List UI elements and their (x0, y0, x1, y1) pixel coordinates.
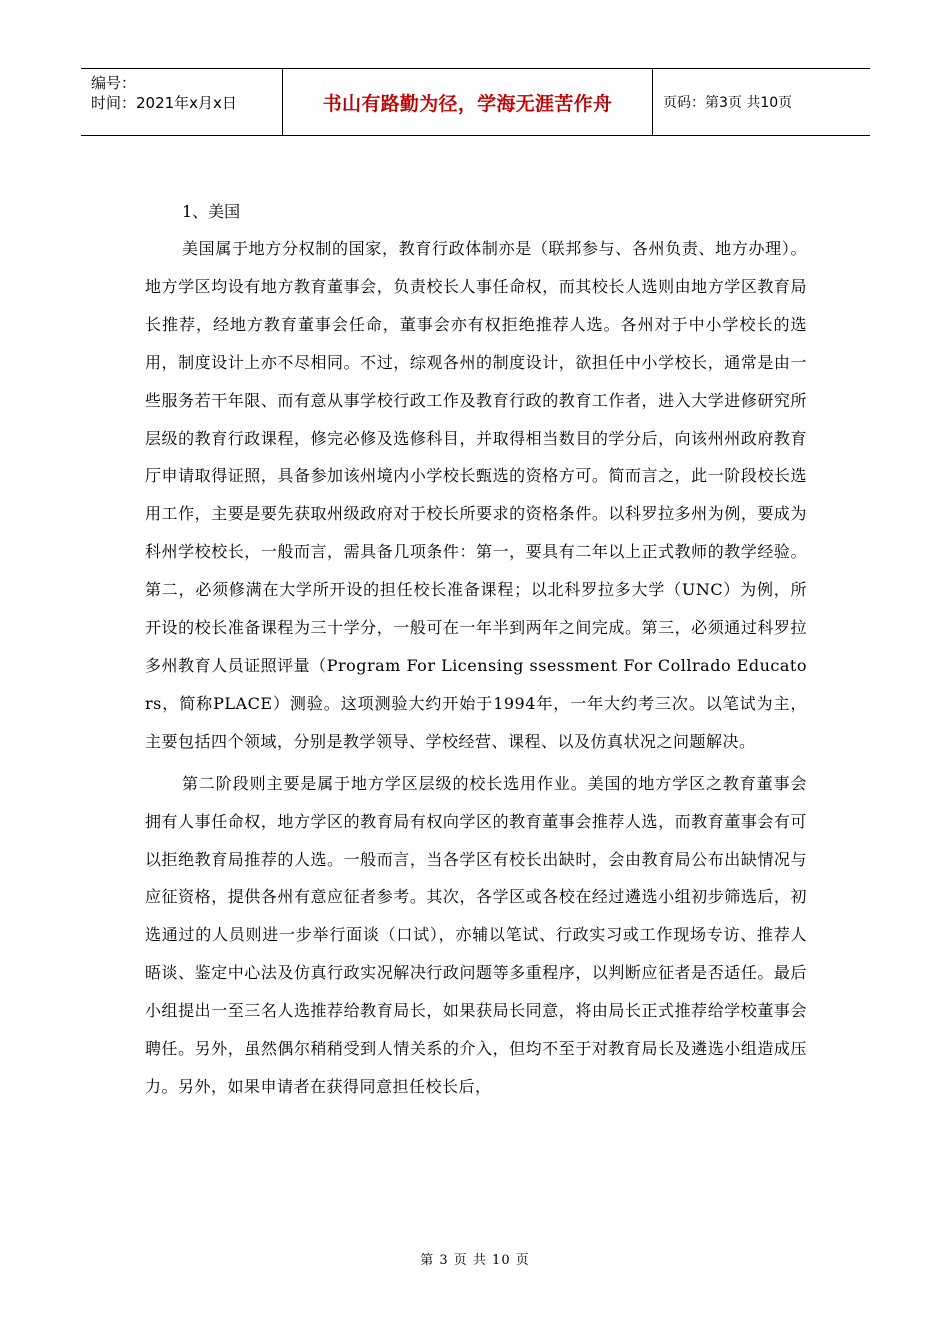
page-info: 页码：第3页 共10页 (663, 95, 793, 111)
document-header (81, 68, 870, 136)
date-label: 时间：2021年x月x日 (91, 94, 237, 112)
document-body (145, 193, 807, 1106)
header-motto-cell (282, 69, 653, 135)
page-footer: 第 3 页 共 10 页 (420, 1253, 530, 1268)
motto-text: 书山有路勤为径，学海无涯苦作舟 (322, 92, 613, 115)
header-meta (81, 69, 282, 135)
paragraph: 美国属于地方分权制的国家，教育行政体制亦是（联邦参与、各州负责、地方办理）。地方学区均设有地方教育董事会，负责校长人事任命权，而其校长人选则由地方学区教育局长推荐，经地方教育董事会任命，董事会亦有权拒绝推荐人选。各州对于中小学校长的选用，制度设计上亦不尽相同。不过，综观各州的制度设计，欲担任中小学校长，通常是由一些服务若干年限、而有意从事学校行政工作及教育行政的教育工作者，进入大学进修研究所层级的教育行政课程，修完必修及选修科目，并取得相当数目的学分后，向该州州政府教育厅申请取得证照，具备参加该州境内小学校长甄选的资格方可。简而言之，此一阶段校长选用工作，主要是要先获取州级政府对于校长所要求的资格条件。以科罗拉多州为例，要成为科州学校校长，一般而言，需具备几项条件：第一，要具有二年以上正式教师的教学经验。第二，必须修满在大学所开设的担任校长准备课程；以北科罗拉多大学（UNC）为例，所开设的校长准备课程为三十学分，一般可在一年半到两年之间完成。第三，必须通过科罗拉多州教育人员证照评量（Program For Licensing ssessment For Collrado Educators，简称PLACE）测验。这项测验大约开始于1994年，一年大约考三次。以笔试为主，主要包括四个领域，分别是教学领导、学校经营、课程、以及仿真状况之问题解决。 (145, 239, 807, 751)
section-title: 1、美国 (182, 202, 241, 221)
header-page-info-cell (653, 69, 870, 135)
paragraph: 第二阶段则主要是属于地方学区层级的校长选用作业。美国的地方学区之教育董事会拥有人事任命权，地方学区的教育局有权向学区的教育董事会推荐人选，而教育董事会有可以拒绝教育局推荐的人选。一般而言，当各学区有校长出缺时，会由教育局公布出缺情况与应征资格，提供各州有意应征者参考。其次，各学区或各校在经过遴选小组初步筛选后，初选通过的人员则进一步举行面谈（口试），亦辅以笔试、行政实习或工作现场专访、推荐人晤谈、鉴定中心法及仿真行政实况解决行政问题等多重程序，以判断应征者是否适任。最后小组提出一至三名人选推荐给教育局长，如果获局长同意，将由局长正式推荐给学校董事会聘任。另外，虽然偶尔稍稍受到人情关系的介入，但均不至于对教育局长及遴选小组造成压力。另外，如果申请者在获得同意担任校长后， (145, 773, 807, 1096)
number-label: 编号： (91, 74, 137, 92)
